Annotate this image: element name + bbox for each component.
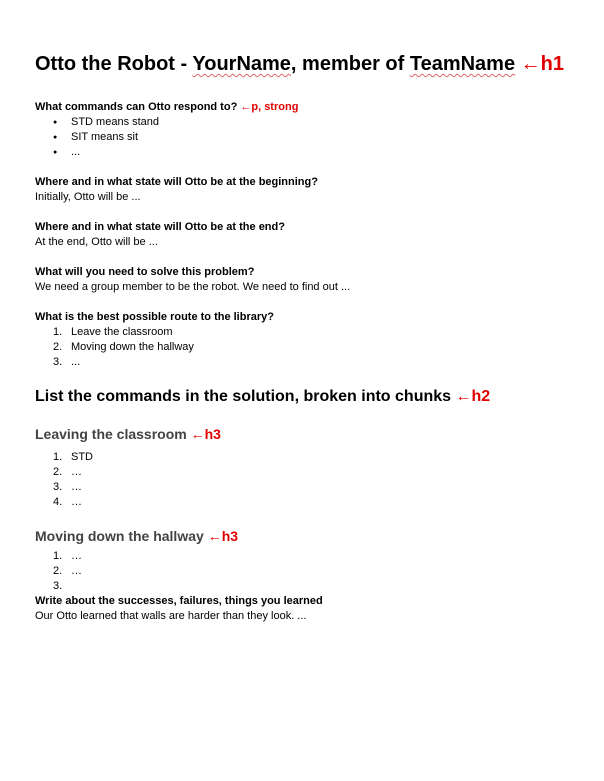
list-item: 2. … [53,466,82,478]
title-prefix: Otto the Robot - [35,53,193,75]
commands-list [35,115,580,160]
list-item: 1. Leave the classroom [53,326,173,338]
need-answer: We need a group member to be the robot. We need to find out ... [35,281,351,293]
list-item: 1. … [53,550,82,562]
list-item: ● SIT means sit [35,130,580,145]
end-answer: At the end, Otto will be ... [35,236,158,248]
beginning-answer: Initially, Otto will be ... [35,191,141,203]
hallway-list: 1. … 2. … 3. [35,549,580,579]
solution-heading: List the commands in the solution, broken into chunks ←h2 [35,388,491,405]
h3-annotation: ←h3 [190,426,221,442]
reflection-question: Write about the successes, failures, things you learned [35,595,323,607]
title-middle: , member of [290,53,410,75]
list-item: 3. ... [53,356,81,368]
end-question: Where and in what state will Otto be at the end? [35,221,285,233]
list-item: ● STD means stand [35,115,580,130]
leaving-heading: Leaving the classroom ←h3 [35,426,221,442]
page-title [35,50,580,78]
team-name-placeholder: TeamName [409,53,516,75]
end-section [35,220,580,250]
beginning-question: Where and in what state will Otto be at the beginning? [35,176,318,188]
document-page [35,50,580,624]
need-section [35,265,580,295]
list-item: 3. … [53,481,82,493]
list-item: 1. STD [53,451,93,463]
need-question: What will you need to solve this problem? [35,266,255,278]
list-item: 2. … [53,565,82,577]
route-question: What is the best possible route to the library? [35,311,274,323]
h1-annotation: ←h1 [520,53,564,75]
beginning-section [35,175,580,205]
h3-annotation: ←h3 [207,528,239,544]
hallway-heading: Moving down the hallway ←h3 [35,528,239,544]
reflection-section [35,594,580,624]
your-name-placeholder: YourName [192,53,291,75]
list-item: 2. Moving down the hallway [53,341,194,353]
list-item: ● ... [35,145,580,160]
commands-section [35,100,580,160]
list-item: 4. … [53,496,82,508]
route-list [35,325,580,370]
reflection-answer: Our Otto learned that walls are harder than they look. ... [35,610,307,622]
leaving-list [35,450,580,510]
route-section [35,310,580,370]
commands-question: What commands can Otto respond to? [35,101,238,113]
h2-annotation: ←h2 [455,388,491,405]
p-strong-annotation: ←p, strong [240,101,299,113]
